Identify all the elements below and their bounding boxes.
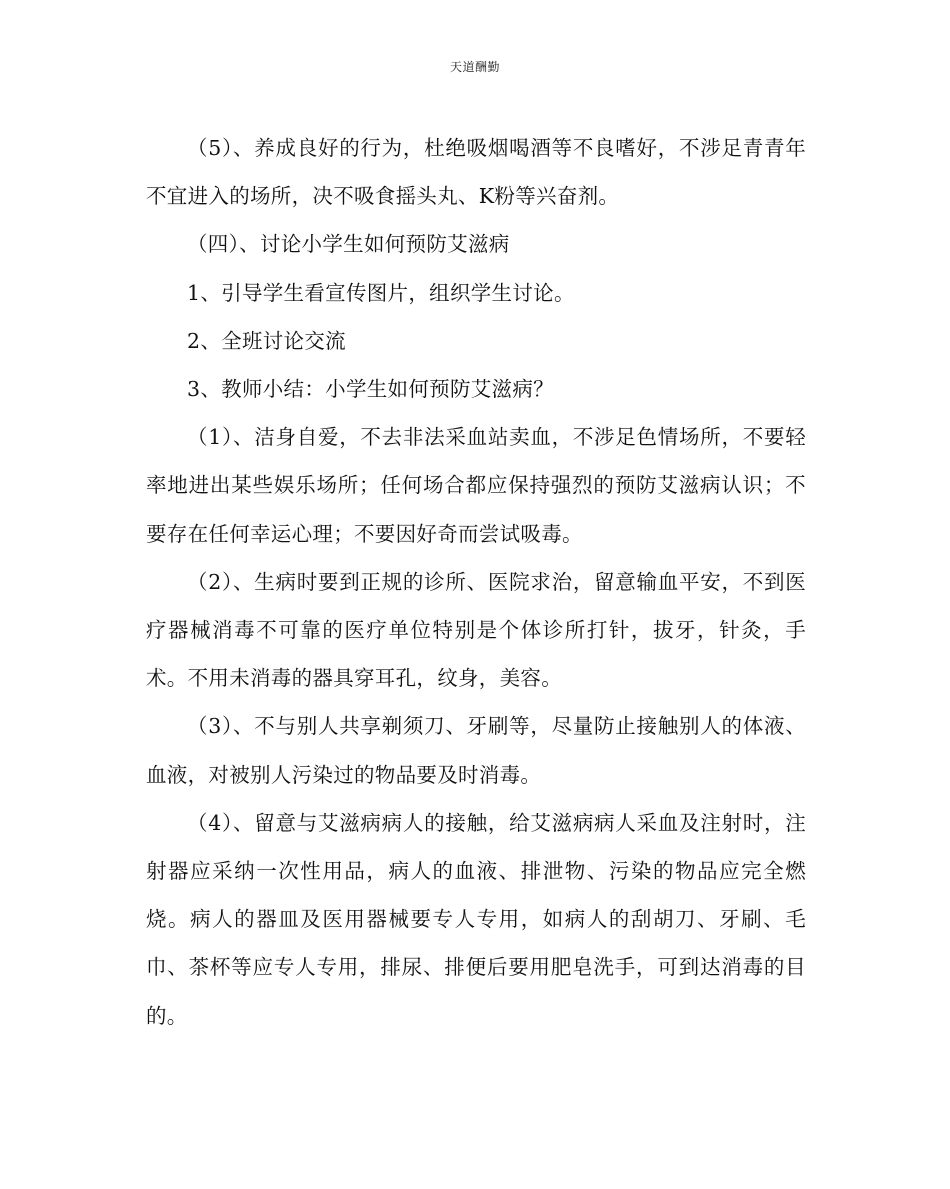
paragraph-item-1: （1）、洁身自爱，不去非法采血站卖血，不涉足色情场所，不要轻率地进出某些娱乐场所；任何场合都应保持强烈的预防艾滋病认识；不要存在任何幸运心理；不要因好奇而尝试吸毒。: [146, 425, 806, 546]
paragraph-item-3: （3）、不与别人共享剃须刀、牙刷等，尽量防止接触别人的体液、血液，对被别人污染过的物品要及时消毒。: [146, 714, 806, 787]
section-heading-prevention: （四）、讨论小学生如何预防艾滋病: [187, 232, 510, 257]
paragraph-item-2: （2）、生病时要到正规的诊所、医院求治，留意输血平安，不到医疗器械消毒不可靠的医疗单位特别是个体诊所打针，拔牙，针灸，手术。不用未消毒的器具穿耳孔，纹身，美容。: [146, 569, 806, 691]
paragraph-item-5-behavior: （5）、养成良好的行为，杜绝吸烟喝酒等不良嗜好，不涉足青青年不宜进入的场所，决不吸食摇头丸、K粉等兴奋剂。: [146, 136, 806, 209]
step-1-pictures: 1、引导学生看宣传图片，组织学生讨论。: [187, 280, 575, 305]
step-3-summary: 3、教师小结：小学生如何预防艾滋病？: [187, 377, 554, 402]
page-header: 天道酬勤: [449, 60, 500, 74]
document-body: [146, 124, 806, 1040]
paragraph-item-4: （4）、留意与艾滋病病人的接触，给艾滋病病人采血及注射时，注射器应采纳一次性用品，病人的血液、排泄物、污染的物品应完全燃烧。病人的器皿及医用器械要专人专用，如病人的刮胡刀、牙刷、毛巾、茶杯等应专人专用，排尿、排便后要用肥皂洗手，可到达消毒的目的。: [146, 810, 806, 1028]
step-2-discussion: 2、全班讨论交流: [187, 328, 346, 353]
